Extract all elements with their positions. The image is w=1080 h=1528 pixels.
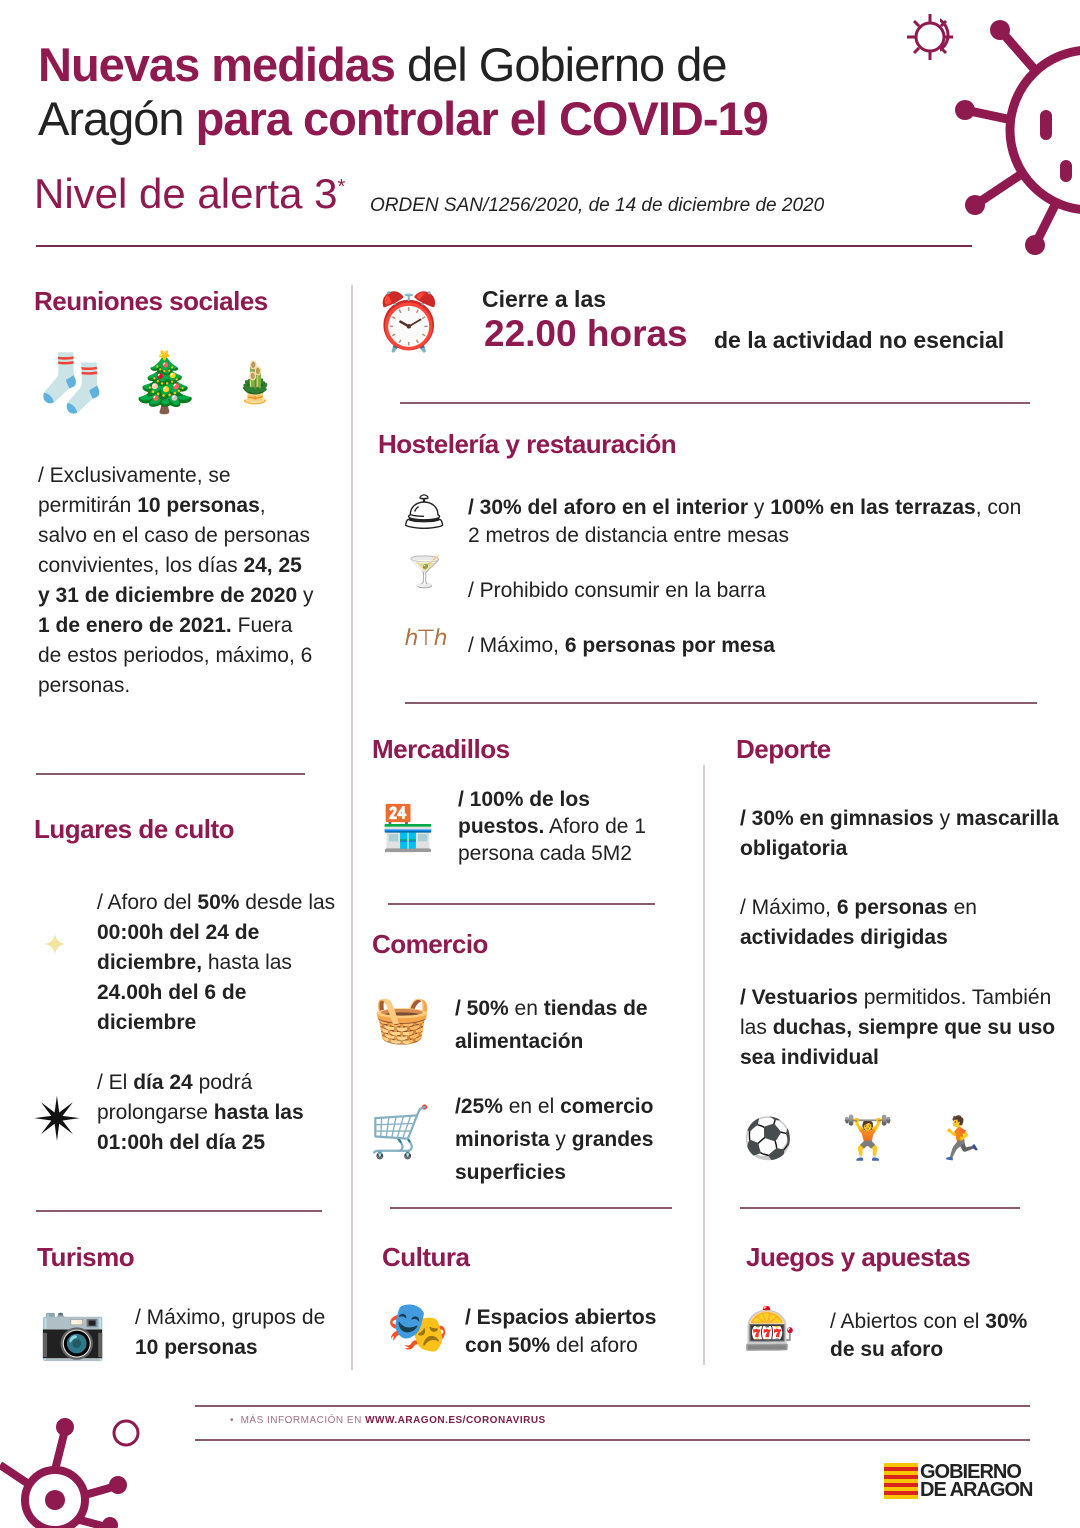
bold-text-segment: / 50% bbox=[455, 997, 509, 1020]
culto-item-2 bbox=[97, 1068, 337, 1158]
bold-text-segment: día 24 bbox=[133, 1071, 193, 1094]
bold-text-segment: 6 personas bbox=[836, 896, 948, 919]
bold-text-segment: comercio minorista bbox=[455, 1095, 654, 1151]
text-segment: Fuera de estos periodos, máximo, 6 personas. bbox=[38, 614, 313, 697]
virus-illustration-icon bbox=[0, 1405, 150, 1528]
text-segment: / Máximo, grupos de bbox=[135, 1306, 326, 1329]
theater-masks-icon: 🎭 bbox=[386, 1299, 450, 1355]
runner-icon: 🏃 bbox=[933, 1114, 987, 1162]
bold-text-segment: 1 de enero de 2021. bbox=[38, 614, 232, 637]
text-segment: / Abiertos con el bbox=[830, 1310, 986, 1333]
text-segment: / Máximo, bbox=[468, 634, 565, 657]
text-segment: / El bbox=[97, 1071, 134, 1094]
juegos-heading: Juegos y apuestas bbox=[746, 1242, 971, 1272]
bold-text-segment: 100% en las terrazas bbox=[770, 496, 976, 519]
title-line-1 bbox=[38, 38, 768, 92]
deporte-item-2 bbox=[740, 893, 1060, 953]
logo-line-2: DE ARAGON bbox=[920, 1479, 1033, 1501]
divider bbox=[388, 903, 655, 905]
alert-asterisk: * bbox=[337, 176, 346, 198]
text-segment: permitidos. También las bbox=[740, 986, 1052, 1039]
footer-divider bbox=[195, 1405, 1030, 1407]
cultura-heading: Cultura bbox=[382, 1242, 470, 1272]
deporte-item-1 bbox=[740, 804, 1060, 864]
reuniones-heading: Reuniones sociales bbox=[34, 286, 268, 316]
bold-text-segment: actividades dirigidas bbox=[740, 926, 948, 949]
cocktail-icon: 🍸 bbox=[406, 555, 444, 589]
text-segment: en bbox=[947, 896, 977, 919]
logo-line-1: GOBIERNO bbox=[920, 1461, 1021, 1483]
sparkle-icon: ✦ bbox=[42, 928, 68, 962]
text-segment: / Aforo del bbox=[97, 891, 198, 914]
virus-illustration-icon bbox=[940, 0, 1080, 260]
gobierno-aragon-logo bbox=[884, 1463, 1032, 1499]
alert-level bbox=[34, 170, 345, 218]
bold-text-segment: / Espacios abiertos con 50% bbox=[465, 1306, 657, 1357]
hosteleria-item-1 bbox=[468, 494, 1038, 550]
text-segment: y bbox=[297, 584, 314, 607]
divider bbox=[36, 1210, 322, 1212]
text-segment: , con 2 metros de distancia entre mesas bbox=[468, 496, 1022, 547]
cultura-text bbox=[465, 1304, 695, 1360]
hosteleria-heading: Hostelería y restauración bbox=[378, 429, 677, 459]
bold-text-segment: / 30% en gimnasios bbox=[740, 807, 934, 830]
text-segment: Aforo de 1 persona cada 5M2 bbox=[458, 815, 646, 865]
juegos-text bbox=[830, 1308, 1030, 1364]
market-stall-icon: 🏪 bbox=[380, 803, 436, 853]
alarm-clock-icon: ⏰ bbox=[374, 290, 444, 353]
bold-text-segment: hasta las 01:00h del día 25 bbox=[97, 1101, 304, 1154]
bold-text-segment: tiendas de alimentación bbox=[455, 997, 648, 1053]
poker-chips-icon: 🎰 bbox=[743, 1304, 797, 1352]
text-segment: en bbox=[508, 997, 544, 1020]
bold-text-segment: mascarilla obligatoria bbox=[740, 807, 1059, 860]
star-icon: ✴ bbox=[32, 1086, 83, 1153]
serving-cloche-icon: 🛎 bbox=[401, 491, 447, 532]
hosteleria-item-2 bbox=[468, 576, 968, 606]
cierre-suffix: de la actividad no esencial bbox=[714, 327, 1005, 353]
cierre-label: Cierre a las bbox=[482, 286, 607, 312]
christmas-tree-icon: 🎄 bbox=[128, 349, 202, 415]
shopping-cart-icon: 🛒 bbox=[369, 1104, 432, 1160]
deporte-item-3 bbox=[740, 983, 1070, 1073]
bold-text-segment: 10 personas bbox=[137, 494, 260, 517]
turismo-heading: Turismo bbox=[37, 1242, 135, 1272]
bold-text-segment: 00:00h del 24 de diciembre, bbox=[97, 921, 260, 974]
mercadillos-text bbox=[458, 786, 678, 867]
bold-text-segment: 30% de su aforo bbox=[830, 1310, 1028, 1361]
text-segment: , salvo en el caso de personas convivientes, los días bbox=[38, 494, 311, 577]
bold-text-segment: grandes superficies bbox=[455, 1128, 654, 1184]
footer-divider bbox=[195, 1439, 1030, 1441]
bold-text-segment: 6 personas por mesa bbox=[564, 634, 775, 657]
text-segment: y bbox=[748, 496, 771, 519]
alert-level-text: Nivel de alerta 3 bbox=[34, 170, 338, 217]
text-segment: podrá prolongarse bbox=[97, 1071, 253, 1124]
culto-item-1 bbox=[97, 888, 347, 1038]
text-segment: y bbox=[933, 807, 956, 830]
text-segment: / Máximo, bbox=[740, 896, 837, 919]
mercadillos-heading: Mercadillos bbox=[372, 734, 510, 764]
cierre-time: 22.00 horas bbox=[484, 313, 688, 354]
camera-icon: 📷 bbox=[39, 1302, 107, 1362]
text-segment: y bbox=[549, 1128, 572, 1151]
text-segment: Aragón bbox=[38, 92, 196, 145]
divider bbox=[36, 773, 305, 775]
comercio-heading: Comercio bbox=[372, 929, 488, 959]
bold-text-segment: 10 personas bbox=[135, 1336, 258, 1359]
text-segment: desde las bbox=[239, 891, 336, 914]
page-title bbox=[38, 38, 768, 146]
divider bbox=[405, 702, 1037, 704]
footer-info: • MÁS INFORMACIÓN EN WWW.ARAGON.ES/CORONAVIRUS bbox=[230, 1415, 546, 1426]
bold-text-segment: 24, 25 y 31 de diciembre de 2020 bbox=[38, 554, 302, 607]
column-divider bbox=[351, 285, 353, 1370]
bold-text-segment: 24.00h del 6 de diciembre bbox=[97, 981, 247, 1034]
header-divider bbox=[36, 245, 972, 247]
bold-text-segment: / 100% de los puestos. bbox=[458, 788, 590, 838]
stocking-icon: 🧦 bbox=[37, 350, 107, 414]
text-segment: hasta las bbox=[202, 951, 292, 974]
bold-text-segment: Nuevas medidas bbox=[38, 38, 395, 91]
bold-text-segment: para controlar el COVID-19 bbox=[195, 92, 768, 145]
text-segment: en el bbox=[502, 1095, 561, 1118]
text-segment: / Prohibido consumir en la barra bbox=[468, 579, 766, 602]
coronavirus-link[interactable]: WWW.ARAGON.ES/CORONAVIRUS bbox=[365, 1415, 546, 1426]
text-segment: / Exclusivamente, se permitirán bbox=[38, 464, 231, 517]
culto-heading: Lugares de culto bbox=[34, 814, 235, 844]
divider bbox=[390, 1207, 672, 1209]
bold-text-segment: / 30% del aforo en el interior bbox=[468, 496, 749, 519]
grocery-basket-icon: 🧺 bbox=[373, 992, 432, 1045]
bold-text-segment: /25% bbox=[455, 1095, 503, 1118]
divider bbox=[740, 1207, 1020, 1209]
deporte-heading: Deporte bbox=[736, 734, 831, 764]
comercio-item-1 bbox=[455, 992, 695, 1058]
title-line-2 bbox=[38, 92, 768, 146]
soccer-ball-icon: ⚽ bbox=[743, 1116, 793, 1161]
text-segment: del aforo bbox=[550, 1334, 638, 1357]
bold-text-segment: duchas, siempre que su uso sea individual bbox=[740, 1016, 1056, 1069]
hosteleria-item-3 bbox=[468, 631, 968, 661]
table-chairs-icon: ℎ⊤ℎ bbox=[404, 624, 446, 650]
turismo-text bbox=[135, 1303, 335, 1363]
aragon-flag-icon bbox=[884, 1463, 918, 1499]
reuniones-text bbox=[38, 461, 318, 701]
small-virus-icon bbox=[905, 12, 955, 62]
bold-text-segment: / Vestuarios bbox=[740, 986, 858, 1009]
text-segment: del Gobierno de bbox=[394, 38, 727, 91]
order-reference: ORDEN SAN/1256/2020, de 14 de diciembre de 2020 bbox=[370, 195, 825, 216]
divider bbox=[400, 402, 1030, 404]
ornaments-icon: 🎍 bbox=[230, 361, 280, 405]
footer-info-prefix: MÁS INFORMACIÓN EN bbox=[240, 1415, 366, 1426]
weightlifter-icon: 🏋 bbox=[841, 1113, 895, 1161]
bold-text-segment: 50% bbox=[197, 891, 240, 914]
comercio-item-2 bbox=[455, 1090, 700, 1189]
column-divider bbox=[703, 765, 705, 1365]
